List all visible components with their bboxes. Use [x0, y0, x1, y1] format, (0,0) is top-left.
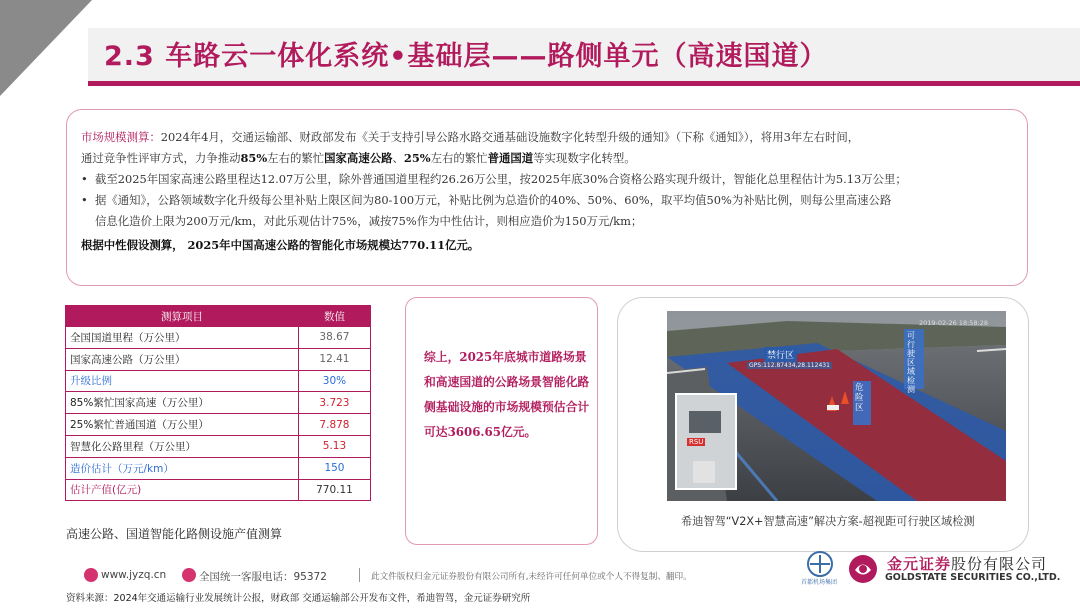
photo-label-danger: 危险区 [855, 383, 864, 413]
table-cell-name: 造价估计（万元/km） [66, 457, 299, 479]
market-size-box [66, 109, 1028, 286]
summary-text: 综上，2025年底城市道路场景和高速国道的公路场景智能化路侧基础设施的市场规模预估合计可达3606.65亿元。 [424, 350, 590, 439]
table-header-row [66, 306, 371, 327]
line2-a: 通过竞争性评审方式，力争推动 [81, 151, 241, 165]
table-cell-name: 85%繁忙国家高速（万公里） [66, 392, 299, 414]
corner-cut [0, 0, 92, 96]
market-bullet-1: • 截至2025年国家高速公路里程达12.07万公里，除外普通国道里程约26.26万公里，按2025年底30%合资格公路实现升级计，智能化总里程估计为5.13万公里； [81, 169, 1015, 190]
footer-hotline: 全国统一客服电话：95372 [199, 571, 327, 583]
photo-label-detect: 可行驶区域检测 [907, 331, 915, 394]
market-bullet-2-cont: 信息化造价上限为200万元/km，对此乐观估计75%，减按75%作为中性估计，则相应造价为150万元/km； [95, 214, 643, 228]
market-lead-label: 市场规模测算： [81, 130, 161, 144]
highway-photo [667, 311, 1006, 501]
photo-timestamp: 2019-02-26 18:58:28 [919, 319, 989, 327]
market-line1-text: 2024年4月，交通运输部、财政部发布《关于支持引导公路水路交通基础设施数字化转型升级的通知》（下称《通知》），将用3年左右时间， [160, 130, 860, 144]
estimate-table [65, 305, 371, 501]
table-cell-name: 升级比例 [66, 370, 299, 392]
market-intro-line2 [81, 148, 1015, 169]
summary-box [405, 297, 598, 545]
goldstate-logo-icon [845, 553, 881, 585]
line2-ordinary-road: 普通国道 [487, 151, 534, 165]
table-cell-name: 智慧化公路里程（万公里） [66, 435, 299, 457]
line2-c: 左右的繁忙 [267, 151, 325, 165]
logo-area [801, 551, 1061, 587]
table-cell-name: 25%繁忙普通国道（万公里） [66, 414, 299, 436]
market-bullet-2: • 据《通知》，公路领域数字化升级每公里补贴上限区间为80-100万元，补贴比例为总造价的40%、50%、60%，取平均值50%为补贴比例，则每公里高速公路 [81, 190, 1015, 211]
airport-group-name: 首都机场集团 [801, 579, 838, 586]
line2-pct-25: 25% [403, 151, 431, 165]
globe-icon [84, 568, 98, 582]
table-row [66, 435, 371, 457]
footer-sources: 资料来源：2024年交通运输行业发展统计公报，财政部 交通运输部公开发布文件，希迪智驾，金元证券研究所 [66, 593, 531, 604]
table-cell-value: 3.723 [298, 392, 370, 414]
table-cell-value: 150 [298, 457, 370, 479]
table-cell-value: 38.67 [298, 327, 370, 349]
table-caption: 高速公路、国道智能化路侧设施产值测算 [66, 527, 283, 541]
photo-caption: 希迪智驾“V2X+智慧高速”解决方案-超视距可行驶区域检测 [681, 515, 975, 528]
table-cell-name: 国家高速公路（万公里） [66, 348, 299, 370]
airport-group-logo-icon [805, 551, 835, 577]
line2-pct-85: 85% [240, 151, 268, 165]
market-conclusion: 根据中性假设测算， 2025年中国高速公路的智能化市场规模达770.11亿元。 [81, 238, 480, 252]
table-cell-value: 30% [298, 370, 370, 392]
company-name-suffix: 股份有限公司 [951, 555, 1048, 573]
table-row [66, 370, 371, 392]
table-header-value: 数值 [298, 306, 370, 327]
page-title: 2.3 车路云一体化系统•基础层——路侧单元（高速国道） [104, 41, 828, 72]
table-header-item: 测算项目 [66, 306, 299, 327]
highway-scene [667, 311, 1006, 501]
photo-label-rsu: RSU [689, 438, 704, 446]
table-cell-value: 5.13 [298, 435, 370, 457]
line2-i: 等实现数字化转型。 [533, 151, 636, 165]
table-row [66, 348, 371, 370]
table-row [66, 327, 371, 349]
market-intro-line1 [81, 127, 1015, 148]
table-cell-value: 12.41 [298, 348, 370, 370]
company-name-brand: 金元证券 [887, 555, 952, 573]
footer-divider [359, 568, 360, 582]
photo-gps: GPS:112.87434,28.112431 [749, 362, 830, 369]
footer-notice: 此文件版权归金元证券股份有限公司所有,未经许可任何单位或个人不得复制、翻印。 [371, 572, 692, 582]
footer-website[interactable]: www.jyzq.cn [101, 569, 167, 581]
table-cell-name: 全国国道里程（万公里） [66, 327, 299, 349]
phone-icon [182, 568, 196, 582]
table-cell-name: 估计产值(亿元) [66, 479, 299, 501]
photo-label-forbidden: 禁行区 [764, 347, 797, 362]
table-row [66, 479, 371, 501]
table-row [66, 414, 371, 436]
market-size-content [81, 127, 1015, 256]
company-name-cn [887, 553, 1047, 574]
line2-e: 、 [392, 151, 404, 165]
company-name-en: GOLDSTATE SECURITIES CO.,LTD. [885, 572, 1061, 583]
table-row [66, 392, 371, 414]
line2-g: 左右的繁忙 [430, 151, 488, 165]
table-cell-value: 770.11 [298, 479, 370, 501]
line2-national-highway: 国家高速公路 [324, 151, 393, 165]
table-cell-value: 7.878 [298, 414, 370, 436]
table-row [66, 457, 371, 479]
